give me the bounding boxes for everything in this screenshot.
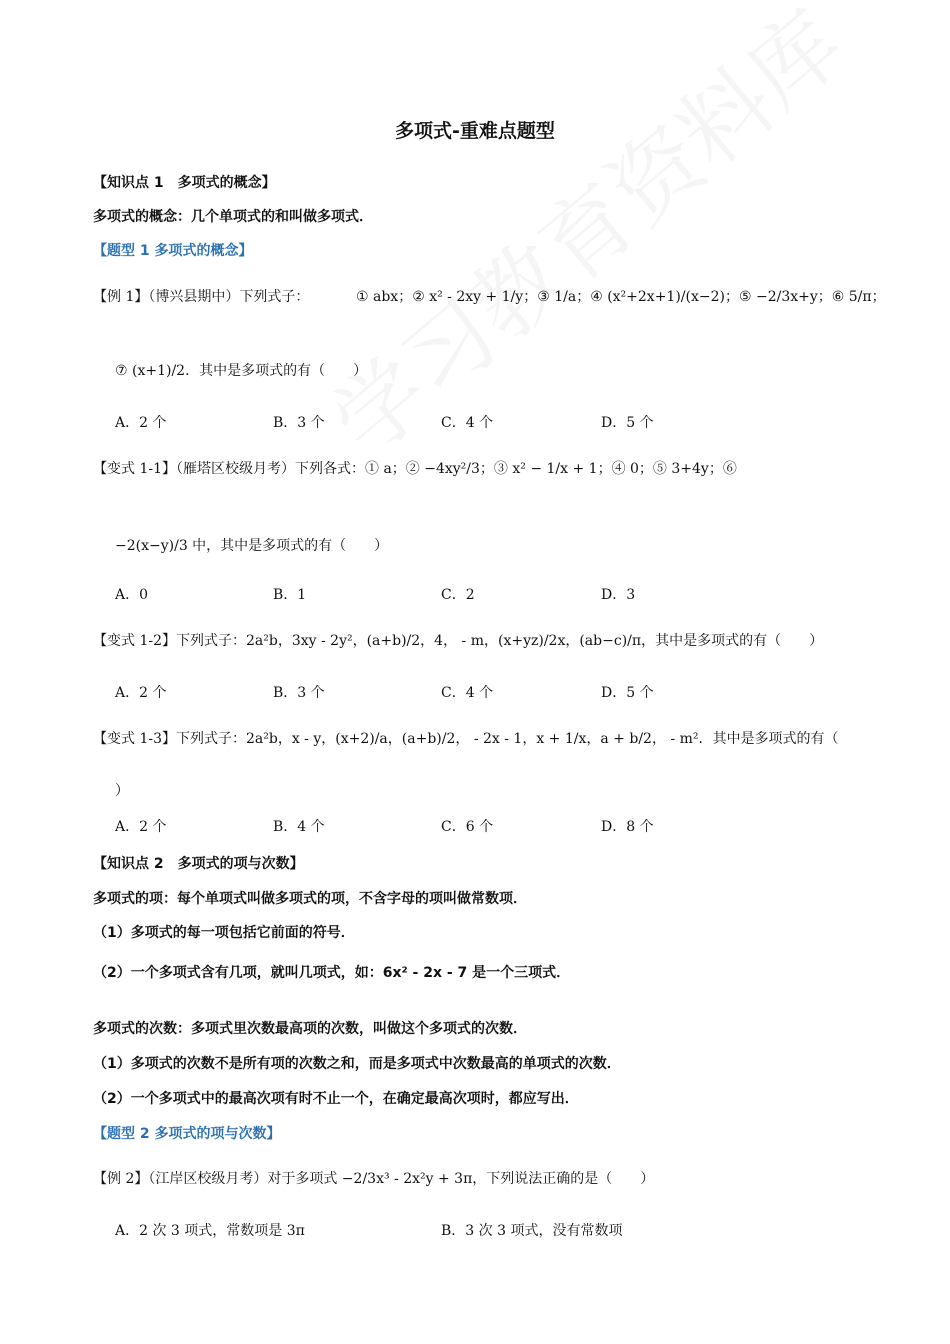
example-2-option-a: A．2 次 3 项式，常数项是 3π	[115, 1223, 305, 1239]
polynomial-degree-definition: 多项式的次数：多项式里次数最高项的次数，叫做这个多项式的次数．	[93, 1021, 527, 1037]
variant-1-3-option-b: B．4 个	[273, 819, 325, 835]
example-1-option-a: A．2 个	[115, 415, 167, 431]
variant-1-1-option-b: B．1	[273, 587, 307, 603]
variant-1-3-option-d: D．8 个	[601, 819, 654, 835]
variant-1-2-option-b: B．3 个	[273, 685, 325, 701]
variant-1-1-option-a: A．0	[115, 587, 149, 603]
degree-note-1: （1）多项式的次数不是所有项的次数之和，而是多项式中次数最高的单项式的次数．	[93, 1056, 621, 1072]
example-2-lead: 【例 2】（江岸区校级月考）对于多项式 −2/3x³ - 2x²y + 3π，下列说法正确的是（ ）	[93, 1171, 655, 1187]
question-type-2-heading: 【题型 2 多项式的项与次数】	[93, 1126, 281, 1142]
question-type-1-heading: 【题型 1 多项式的概念】	[93, 243, 253, 259]
degree-note-2: （2）一个多项式中的最高次项有时不止一个，在确定最高次项时，都应写出．	[93, 1091, 579, 1107]
variant-1-3-line2: ）	[115, 783, 129, 799]
variant-1-2-lead: 【变式 1-2】下列式子：2a²b，3xy - 2y²，(a+b)/2，4， - m，(x+yz)/2x，(ab−c)/π，其中是多项式的有（ ）	[93, 633, 824, 649]
knowledge-point-2-heading: 【知识点 2 多项式的项与次数】	[93, 856, 304, 872]
variant-1-1-lead: 【变式 1-1】（雁塔区校级月考）下列各式：① a；② −4xy²/3；③ x² − 1/x + 1；④ 0；⑤ 3+4y；⑥	[93, 461, 737, 477]
term-note-1: （1）多项式的每一项包括它前面的符号．	[93, 925, 355, 941]
example-1-lead: 【例 1】（博兴县期中）下列式子：	[93, 289, 310, 305]
variant-1-1-option-c: C．2	[441, 587, 475, 603]
example-1-option-c: C．4 个	[441, 415, 494, 431]
variant-1-2-option-a: A．2 个	[115, 685, 167, 701]
polynomial-term-definition: 多项式的项：每个单项式叫做多项式的项，不含字母的项叫做常数项．	[93, 891, 527, 907]
example-1-line2: ⑦ (x+1)/2．其中是多项式的有（ ）	[115, 363, 368, 379]
example-1-option-d: D．5 个	[601, 415, 654, 431]
knowledge-point-1-heading: 【知识点 1 多项式的概念】	[93, 175, 276, 191]
variant-1-3-option-a: A．2 个	[115, 819, 167, 835]
variant-1-1-line2: −2(x−y)/3 中，其中是多项式的有（ ）	[115, 538, 389, 554]
variant-1-2-option-c: C．4 个	[441, 685, 494, 701]
watermark	[300, 0, 866, 480]
page-title: 多项式-重难点题型	[395, 120, 555, 142]
polynomial-definition: 多项式的概念：几个单项式的和叫做多项式．	[93, 209, 373, 225]
variant-1-1-option-d: D．3	[601, 587, 636, 603]
example-1-option-b: B．3 个	[273, 415, 325, 431]
variant-1-2-option-d: D．5 个	[601, 685, 654, 701]
example-1-items: ① abx；② x² - 2xy + 1/y；③ 1/a；④ (x²+2x+1)/(x−2)；⑤ −2/3x+y；⑥ 5/π；	[356, 289, 886, 305]
example-2-option-b: B．3 次 3 项式，没有常数项	[441, 1223, 623, 1239]
term-note-2: （2）一个多项式含有几项，就叫几项式，如：6x² - 2x - 7 是一个三项式．	[93, 965, 571, 981]
variant-1-3-option-c: C．6 个	[441, 819, 494, 835]
variant-1-3-lead: 【变式 1-3】下列式子：2a²b，x - y，(x+2)/a，(a+b)/2， - 2x - 1，x + 1/x，a + b/2， - m²．其中是多项式的有（	[93, 731, 839, 747]
